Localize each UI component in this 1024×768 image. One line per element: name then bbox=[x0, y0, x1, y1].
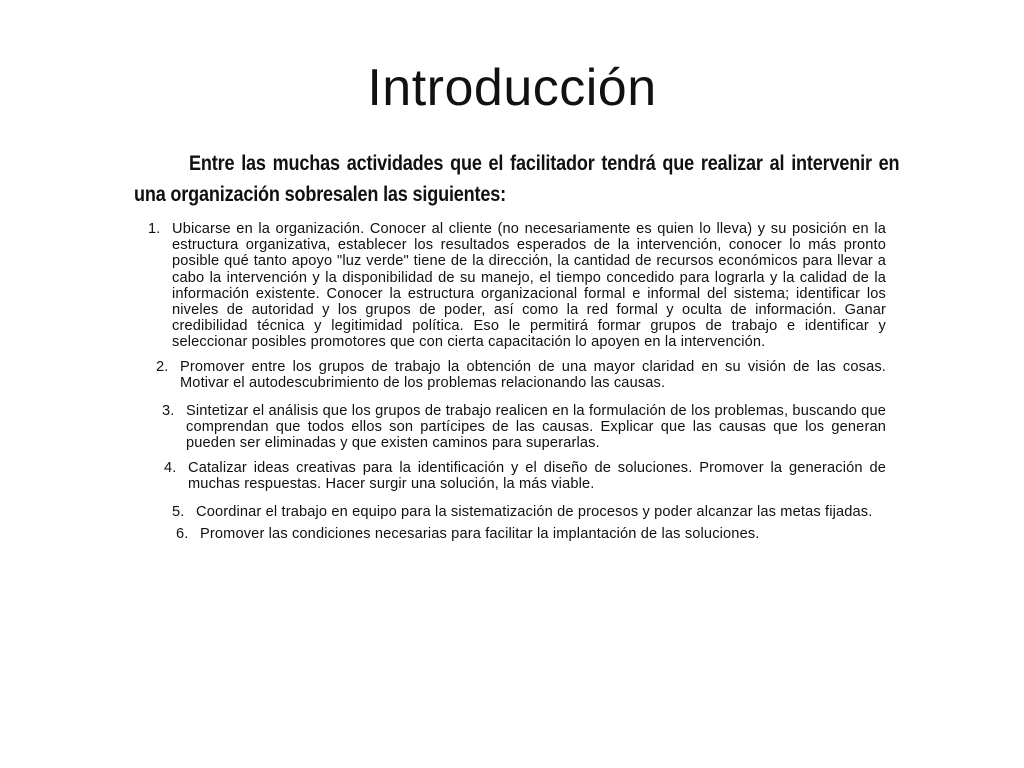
activities-list bbox=[132, 221, 898, 542]
list-item bbox=[164, 460, 886, 492]
item-text: Sintetizar el análisis que los grupos de trabajo realicen en la formulación de los problemas, buscando que comprendan que todos ellos son partícipes de las causas. Explicar que las causas que los generan pueden ser eliminadas y que existen caminos para superarlas. bbox=[186, 403, 886, 452]
item-text: Ubicarse en la organización. Conocer al cliente (no necesariamente es quien lo lleva) y su posición en la estructura organizativa, establecer los resultados esperados de la intervención, conocer lo más pronto posible qué tanto apoyo "luz verde" tiene de la dirección, la cantidad de recursos económicos para llevar a cabo la intervención y la disponibilidad de su manejo, el tiempo concedido para lograrla y la calidad de la información existente. Conocer la estructura organizacional formal e informal del sistema; identificar los niveles de autoridad y los grupos de poder, así como la red formal y oculta de información. Ganar credibilidad técnica y legitimidad política. Eso le permitirá formar grupos de trabajo e identificar y seleccionar posibles promotores que con cierta capacitación lo apoyen en la intervención. bbox=[172, 221, 886, 351]
item-text: Promover entre los grupos de trabajo la obtención de una mayor claridad en su visión de las cosas. Motivar el autodescubrimiento de los problemas relacionando las causas. bbox=[180, 358, 886, 391]
item-text: Promover las condiciones necesarias para facilitar la implantación de las soluciones. bbox=[200, 526, 760, 543]
item-text: Catalizar ideas creativas para la identificación y el diseño de soluciones. Promover la generación de muchas respuestas. Hacer surgir una solución, la más viable. bbox=[188, 459, 886, 492]
list-item bbox=[162, 403, 886, 452]
item-number: 4. bbox=[164, 459, 177, 476]
list-item bbox=[172, 504, 886, 520]
item-number: 1. bbox=[148, 221, 161, 237]
item-number: 3. bbox=[162, 403, 175, 420]
item-number: 6. bbox=[176, 526, 189, 543]
item-number: 5. bbox=[172, 504, 185, 521]
intro-paragraph: Entre las muchas actividades que el facilitador tendrá que realizar al intervenir en una organización sobresalen las siguientes: bbox=[134, 152, 900, 206]
list-item bbox=[176, 526, 886, 542]
item-number: 2. bbox=[156, 358, 169, 375]
scanned-text-image bbox=[132, 148, 898, 708]
list-item bbox=[156, 359, 886, 391]
slide-title: Introducción bbox=[367, 59, 657, 117]
list-item bbox=[148, 221, 886, 351]
item-text: Coordinar el trabajo en equipo para la sistematización de procesos y poder alcanzar las metas fijadas. bbox=[196, 504, 873, 521]
